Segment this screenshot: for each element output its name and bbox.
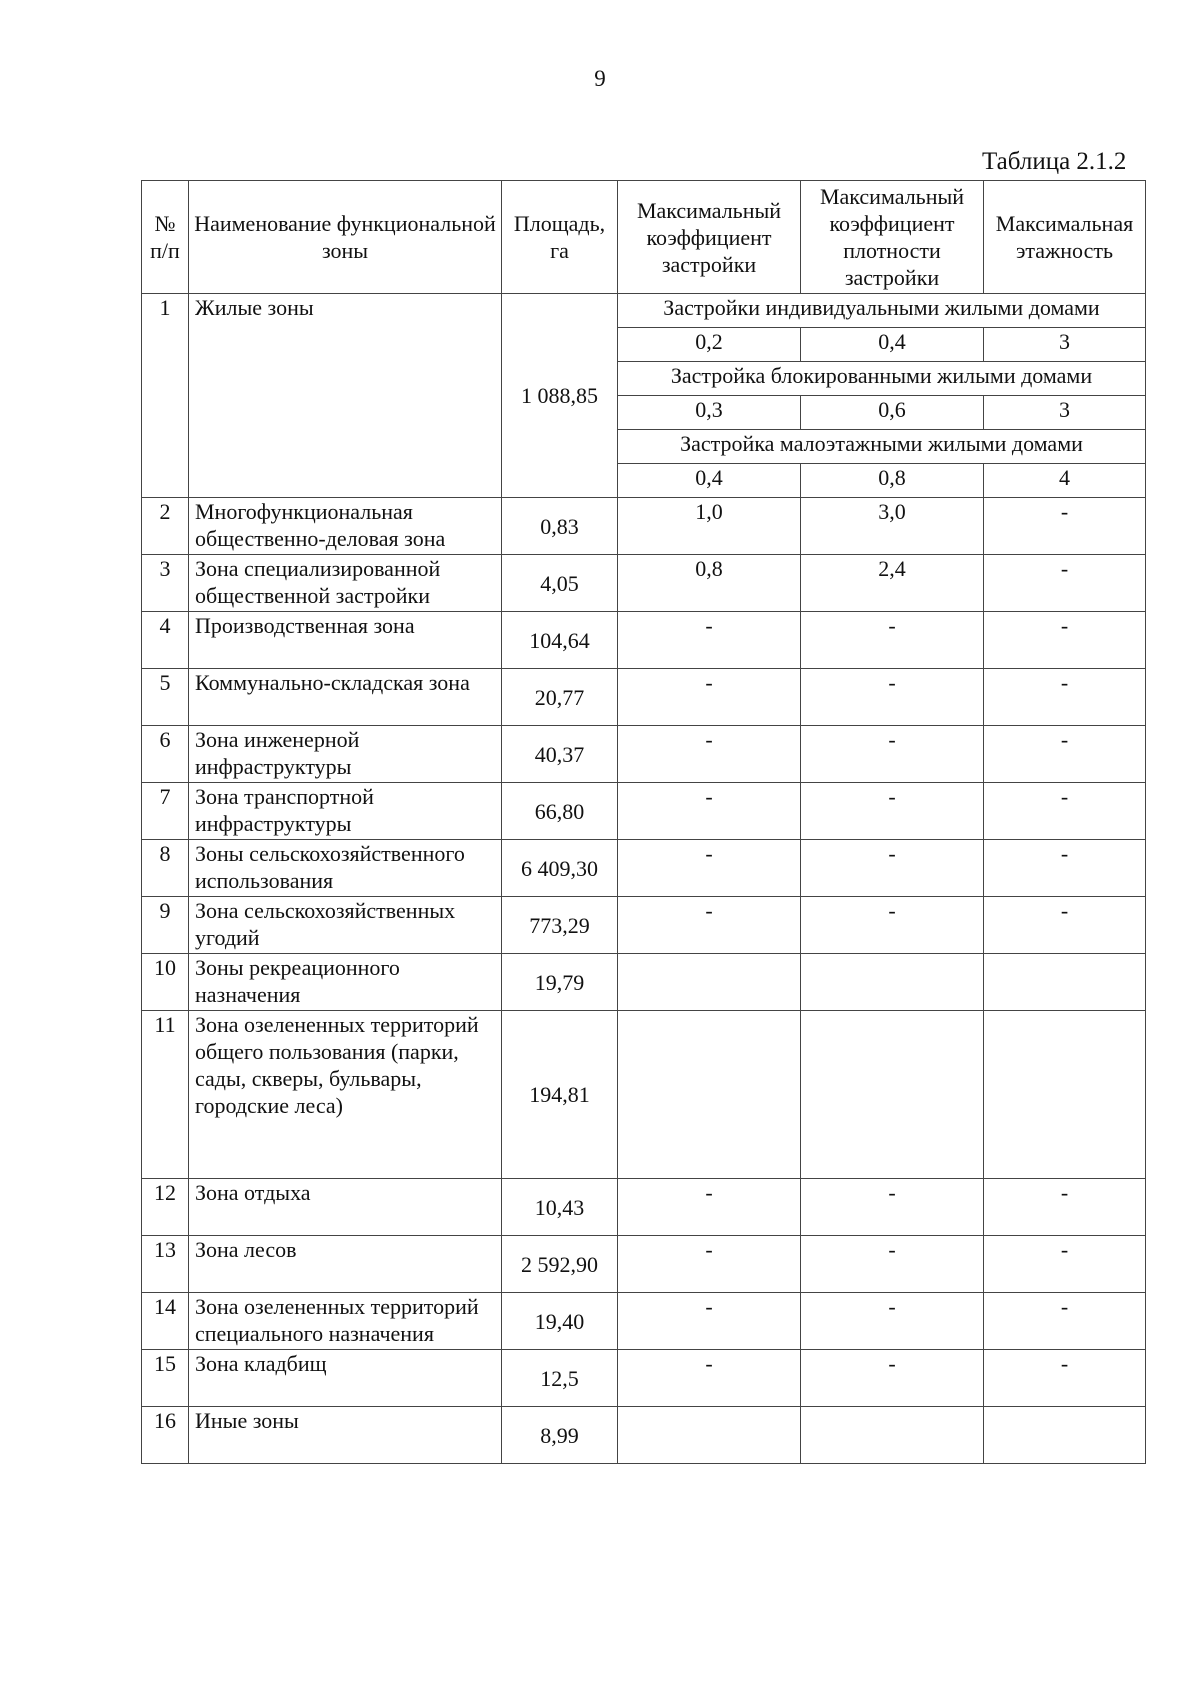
coef-build: -: [618, 897, 801, 954]
subgroup-label: Застройка малоэтажными жилыми домами: [618, 430, 1146, 464]
row-num: 5: [142, 669, 189, 726]
table-row: [142, 555, 1146, 612]
zone-name: Зоны рекреационного назначения: [189, 954, 502, 1011]
coef-build: -: [618, 1179, 801, 1236]
header-coef-density: Максимальный коэффициент плотности застройки: [801, 181, 984, 294]
coef-build: -: [618, 1350, 801, 1407]
table-row: [142, 612, 1146, 669]
zone-area: 66,80: [502, 783, 618, 840]
subgroup-label: Застройка блокированными жилыми домами: [618, 362, 1146, 396]
coef-density: -: [801, 783, 984, 840]
coef-density: 0,4: [801, 328, 984, 362]
header-num: № п/п: [142, 181, 189, 294]
zone-name: Иные зоны: [189, 1407, 502, 1464]
max-floors: -: [984, 840, 1146, 897]
zone-area: 6 409,30: [502, 840, 618, 897]
zone-area: 1 088,85: [502, 294, 618, 498]
coef-build: 0,8: [618, 555, 801, 612]
coef-build: 0,4: [618, 464, 801, 498]
row-num: 10: [142, 954, 189, 1011]
coef-build: -: [618, 669, 801, 726]
max-floors: 3: [984, 328, 1146, 362]
table-row: [142, 897, 1146, 954]
zone-area: 19,79: [502, 954, 618, 1011]
coef-density: -: [801, 840, 984, 897]
coef-density: [801, 954, 984, 1011]
table-row: [142, 954, 1146, 1011]
zone-area: 40,37: [502, 726, 618, 783]
coef-density: -: [801, 726, 984, 783]
coef-build: 0,3: [618, 396, 801, 430]
table-row: [142, 1293, 1146, 1350]
zone-name: Зона лесов: [189, 1236, 502, 1293]
coef-density: 3,0: [801, 498, 984, 555]
row-num: 14: [142, 1293, 189, 1350]
zone-name: Зона отдыха: [189, 1179, 502, 1236]
zone-area: 19,40: [502, 1293, 618, 1350]
zone-area: 2 592,90: [502, 1236, 618, 1293]
coef-build: -: [618, 612, 801, 669]
row-num: 8: [142, 840, 189, 897]
zone-name: Зона сельскохозяйственных угодий: [189, 897, 502, 954]
row-num: 16: [142, 1407, 189, 1464]
zone-area: 4,05: [502, 555, 618, 612]
coef-build: 1,0: [618, 498, 801, 555]
max-floors: -: [984, 1236, 1146, 1293]
table-row: [142, 294, 1146, 328]
max-floors: [984, 1407, 1146, 1464]
zone-name: Коммунально-складская зона: [189, 669, 502, 726]
coef-build: -: [618, 1236, 801, 1293]
row-num: 13: [142, 1236, 189, 1293]
table-row: [142, 840, 1146, 897]
table-row: [142, 1011, 1146, 1179]
max-floors: -: [984, 1350, 1146, 1407]
coef-build: [618, 1407, 801, 1464]
max-floors: -: [984, 897, 1146, 954]
table-row: [142, 669, 1146, 726]
row-num: 1: [142, 294, 189, 498]
coef-density: -: [801, 1179, 984, 1236]
max-floors: 4: [984, 464, 1146, 498]
coef-build: [618, 1011, 801, 1179]
coef-density: [801, 1407, 984, 1464]
max-floors: -: [984, 555, 1146, 612]
max-floors: -: [984, 1179, 1146, 1236]
row-num: 3: [142, 555, 189, 612]
max-floors: [984, 1011, 1146, 1179]
zone-name: Зона транспортной инфраструктуры: [189, 783, 502, 840]
max-floors: -: [984, 1293, 1146, 1350]
table-row: [142, 498, 1146, 555]
coef-build: [618, 954, 801, 1011]
table-row: [142, 783, 1146, 840]
zone-name: Зона инженерной инфраструктуры: [189, 726, 502, 783]
header-coef-build: Максимальный коэффициент застройки: [618, 181, 801, 294]
coef-density: [801, 1011, 984, 1179]
header-name: Наименование функциональной зоны: [189, 181, 502, 294]
zone-name: Зона озелененных территорий общего пользования (парки, сады, скверы, бульвары, городские леса): [189, 1011, 502, 1179]
zone-name: Зона специализированной общественной застройки: [189, 555, 502, 612]
table-row: [142, 1236, 1146, 1293]
coef-density: -: [801, 612, 984, 669]
row-num: 7: [142, 783, 189, 840]
table-row: [142, 1407, 1146, 1464]
coef-density: -: [801, 1236, 984, 1293]
header-floors: Максимальная этажность: [984, 181, 1146, 294]
zone-name: Производственная зона: [189, 612, 502, 669]
coef-density: -: [801, 669, 984, 726]
max-floors: -: [984, 612, 1146, 669]
zone-name: Зона озелененных территорий специального назначения: [189, 1293, 502, 1350]
coef-density: -: [801, 1350, 984, 1407]
coef-density: -: [801, 897, 984, 954]
max-floors: -: [984, 669, 1146, 726]
row-num: 11: [142, 1011, 189, 1179]
subgroup-label: Застройки индивидуальными жилыми домами: [618, 294, 1146, 328]
zone-area: 194,81: [502, 1011, 618, 1179]
zones-table: [141, 180, 1146, 1464]
coef-build: 0,2: [618, 328, 801, 362]
coef-density: 0,8: [801, 464, 984, 498]
max-floors: -: [984, 726, 1146, 783]
zone-name: Зоны сельскохозяйственного использования: [189, 840, 502, 897]
zone-name: Многофункциональная общественно-деловая зона: [189, 498, 502, 555]
max-floors: -: [984, 498, 1146, 555]
coef-density: -: [801, 1293, 984, 1350]
zone-area: 10,43: [502, 1179, 618, 1236]
table-row: [142, 1350, 1146, 1407]
header-row: [142, 181, 1146, 294]
zone-name: Жилые зоны: [189, 294, 502, 498]
table-row: [142, 726, 1146, 783]
coef-build: -: [618, 783, 801, 840]
zone-name: Зона кладбищ: [189, 1350, 502, 1407]
coef-density: 2,4: [801, 555, 984, 612]
row-num: 9: [142, 897, 189, 954]
table-row: [142, 1179, 1146, 1236]
row-num: 12: [142, 1179, 189, 1236]
header-area: Площадь, га: [502, 181, 618, 294]
zone-area: 104,64: [502, 612, 618, 669]
coef-build: -: [618, 840, 801, 897]
row-num: 2: [142, 498, 189, 555]
max-floors: 3: [984, 396, 1146, 430]
coef-density: 0,6: [801, 396, 984, 430]
coef-build: -: [618, 1293, 801, 1350]
row-num: 15: [142, 1350, 189, 1407]
page-number: 9: [594, 66, 606, 91]
zone-area: 12,5: [502, 1350, 618, 1407]
row-num: 6: [142, 726, 189, 783]
zone-area: 773,29: [502, 897, 618, 954]
max-floors: -: [984, 783, 1146, 840]
row-num: 4: [142, 612, 189, 669]
zone-area: 20,77: [502, 669, 618, 726]
zone-area: 0,83: [502, 498, 618, 555]
table-caption: Таблица 2.1.2: [982, 148, 1127, 175]
coef-build: -: [618, 726, 801, 783]
max-floors: [984, 954, 1146, 1011]
zone-area: 8,99: [502, 1407, 618, 1464]
